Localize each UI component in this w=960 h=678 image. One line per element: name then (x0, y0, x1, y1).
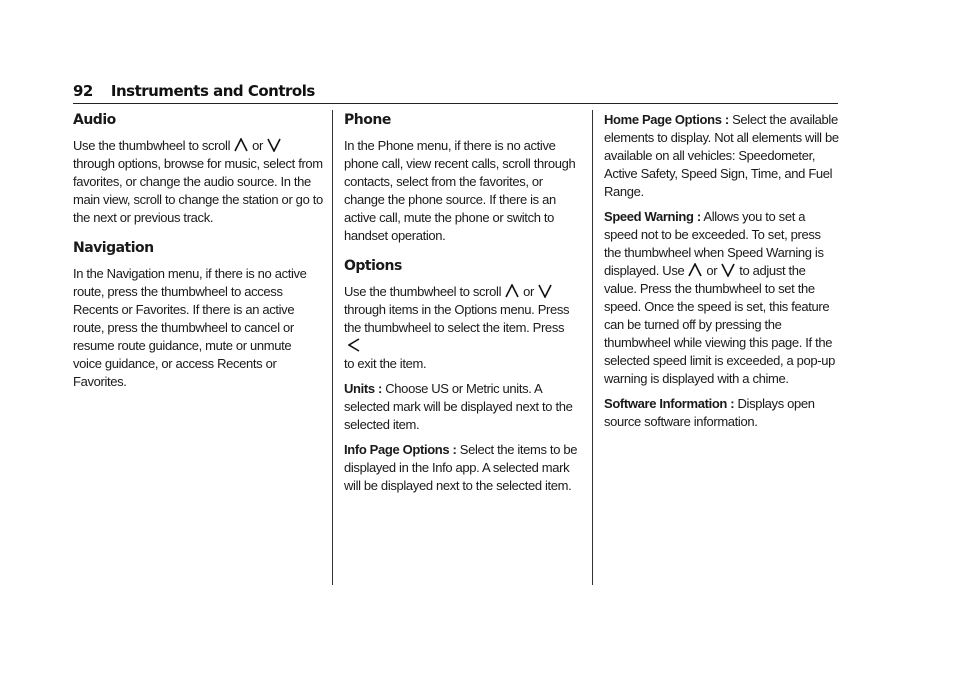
page-header (73, 82, 838, 100)
options-text-post: to exit the item. (344, 356, 427, 371)
page-number: 92 (73, 82, 93, 100)
column-2 (344, 111, 584, 502)
units-term: Units : (344, 381, 382, 396)
speed-warning-paragraph (604, 208, 840, 388)
audio-heading: Audio (73, 112, 116, 128)
chevron-left-icon (348, 338, 360, 352)
column-3 (604, 111, 840, 438)
chevron-up-icon (505, 284, 519, 298)
navigation-heading: Navigation (73, 240, 154, 256)
audio-text-pre: Use the thumbwheel to scroll (73, 138, 231, 153)
column-1 (73, 111, 323, 398)
chevron-down-icon (721, 263, 735, 277)
phone-paragraph: In the Phone menu, if there is no active phone call, view recent calls, scroll through contacts, select from the favorites, or change the phone source. If there is an active call, mute the phone or switch to handset operation. (344, 138, 576, 243)
chevron-up-icon (688, 263, 702, 277)
options-text-pre: Use the thumbwheel to scroll (344, 284, 502, 299)
info-page-term: Info Page Options : (344, 442, 457, 457)
software-info-paragraph (604, 395, 840, 431)
navigation-paragraph: In the Navigation menu, if there is no active route, press the thumbwheel to access Recents or Favorites. If there is an active route, press the thumbwheel to cancel or resume route guidance, mute or unmute voice guidance, or access Recents or Favorites. (73, 266, 307, 389)
software-info-term: Software Information : (604, 396, 735, 411)
speed-warning-text-or: or (706, 263, 718, 278)
units-text: Choose US or Metric units. A selected mark will be displayed next to the selected item. (344, 381, 573, 432)
info-page-paragraph (344, 441, 584, 495)
speed-warning-text-pre: Allows you to set a speed not to be exceeded. To set, press the thumbwheel when Speed Warning is displayed. Use (604, 209, 824, 278)
home-page-paragraph (604, 111, 840, 201)
home-page-text: Select the available elements to display. Not all elements will be available on all vehicles: Speedometer, Active Safety, Speed Sign, Time, and Fuel Range. (604, 112, 839, 199)
speed-warning-text-post: to adjust the value. Press the thumbwheel to set the speed. Once the speed is set, this feature can be turned off by pressing the thumbwheel while viewing this page. If the selected speed limit is exceeded, a pop-up warning is displayed with a chime. (604, 263, 836, 386)
home-page-term: Home Page Options : (604, 112, 729, 127)
options-heading: Options (344, 258, 402, 274)
column-divider-2 (592, 110, 593, 585)
speed-warning-term: Speed Warning : (604, 209, 701, 224)
chevron-down-icon (538, 284, 552, 298)
chevron-up-icon (234, 138, 248, 152)
chevron-down-icon (267, 138, 281, 152)
section-title: Instruments and Controls (110, 82, 315, 100)
options-text-mid: through items in the Options menu. Press the thumbwheel to select the item. Press (344, 302, 570, 335)
audio-text-post: through options, browse for music, select from favorites, or change the audio source. In the main view, scroll to change the station or go to the next or previous track. (73, 156, 323, 225)
software-info-text: Displays open source software information. (604, 396, 815, 429)
header-rule (73, 103, 838, 104)
column-divider-1 (332, 110, 333, 585)
audio-text-or: or (252, 138, 263, 153)
options-text-or: or (523, 284, 534, 299)
options-paragraph (344, 283, 584, 373)
info-page-text: Select the items to be displayed in the Info app. A selected mark will be displayed next to the selected item. (344, 442, 578, 493)
units-paragraph (344, 380, 584, 434)
audio-paragraph (73, 137, 323, 227)
phone-heading: Phone (344, 112, 391, 128)
